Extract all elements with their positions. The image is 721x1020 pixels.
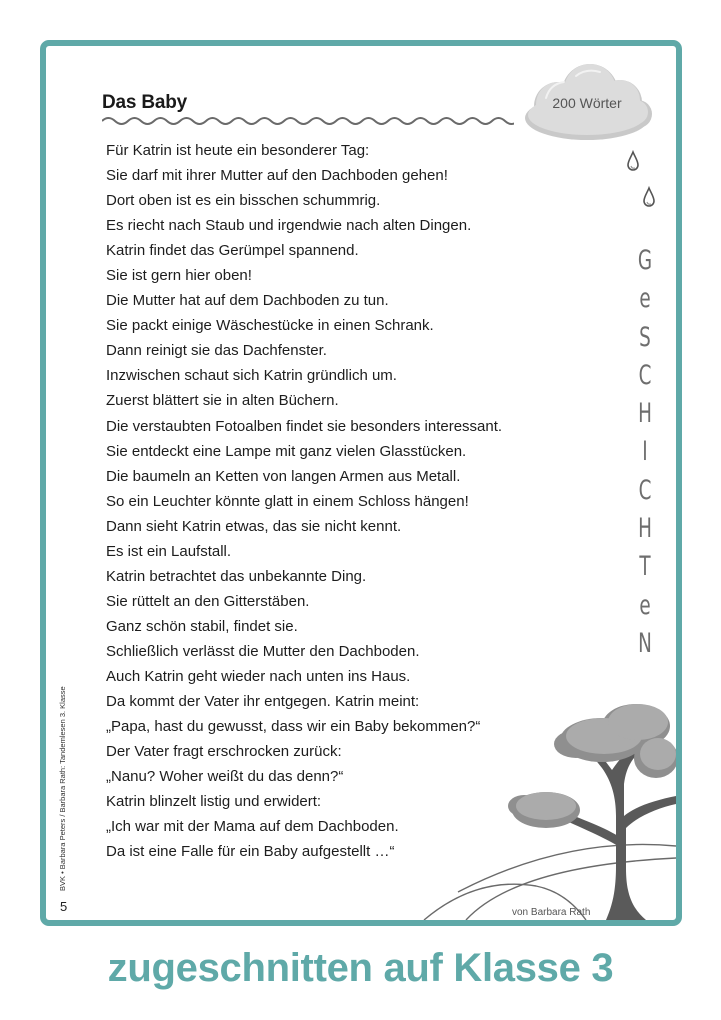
story-line: Da kommt der Vater ihr entgegen. Katrin meint: (106, 693, 420, 711)
story-line: Sie rüttelt an den Gitterstäben. (106, 592, 310, 610)
category-letter: C (638, 359, 652, 391)
category-letter: C (638, 474, 652, 506)
story-line: Für Katrin ist heute ein besonderer Tag: (106, 142, 370, 159)
story-line: Inzwischen schaut sich Katrin gründlich um. (106, 367, 397, 385)
word-count-badge: 200 Wörter (552, 95, 622, 111)
story-line: So ein Leuchter könnte glatt in einem Schloss hängen! (106, 492, 469, 510)
page-number: 5 (60, 899, 68, 914)
story-line: „Ich war mit der Mama auf dem Dachboden. (106, 818, 399, 836)
tree-illustration (46, 46, 676, 920)
story-line: „Nanu? Woher weißt du das denn?“ (106, 768, 344, 786)
story-line: Katrin findet das Gerümpel spannend. (106, 242, 359, 260)
story-line: Sie darf mit ihrer Mutter auf den Dachboden gehen! (106, 167, 448, 185)
category-letter: e (639, 283, 651, 315)
category-letter: S (639, 321, 651, 353)
story-line: Zuerst blättert sie in alten Büchern. (106, 392, 339, 410)
story-line: Ganz schön stabil, findet sie. (106, 617, 298, 635)
category-letter: H (638, 398, 652, 430)
category-letter: T (639, 551, 651, 583)
author-credit: von Barbara Rath (512, 907, 591, 918)
story-line: Die baumeln an Ketten von langen Armen aus Metall. (106, 467, 461, 485)
story-line: Die Mutter hat auf dem Dachboden zu tun. (106, 292, 389, 310)
story-line: Der Vater fragt erschrocken zurück: (106, 743, 342, 761)
worksheet-frame (40, 40, 682, 926)
category-letter: N (638, 627, 652, 659)
story-line: Dann sieht Katrin etwas, das sie nicht kennt. (106, 517, 402, 535)
story-line: Es ist ein Laufstall. (106, 542, 232, 560)
story-line: Katrin betrachtet das unbekannte Ding. (106, 567, 367, 585)
story-line: Auch Katrin geht wieder nach unten ins Haus. (106, 667, 411, 685)
category-letter: G (637, 245, 653, 276)
category-letter: e (639, 589, 651, 621)
category-letter: I (642, 436, 648, 468)
story-title: Das Baby (102, 92, 187, 113)
category-letter: H (638, 513, 652, 545)
story-line: Dort oben ist es ein bisschen schummrig. (106, 192, 381, 210)
tagline: zugeschnitten auf Klasse 3 (107, 946, 614, 990)
story-line: Da ist eine Falle für ein Baby aufgestellt …“ (106, 843, 395, 861)
story-line: Sie entdeckt eine Lampe mit ganz vielen Glasstücken. (106, 442, 467, 460)
story-line: Es riecht nach Staub und irgendwie nach alten Dingen. (106, 217, 472, 235)
story-line: Katrin blinzelt listig und erwidert: (106, 793, 322, 811)
story-line: Die verstaubten Fotoalben findet sie besonders interessant. (106, 417, 503, 435)
story-line: Dann reinigt sie das Dachfenster. (106, 342, 327, 360)
publisher-credit: BVK • Barbara Peters / Barbara Rath: Tandemlesen 3. Klasse (58, 686, 67, 891)
story-line: Schließlich verlässt die Mutter den Dachboden. (106, 642, 420, 660)
story-line: Sie ist gern hier oben! (106, 267, 252, 285)
story-line: Sie packt einige Wäschestücke in einen Schrank. (106, 317, 434, 335)
story-line: „Papa, hast du gewusst, dass wir ein Baby bekommen?“ (106, 718, 481, 736)
hill-line (428, 826, 676, 920)
